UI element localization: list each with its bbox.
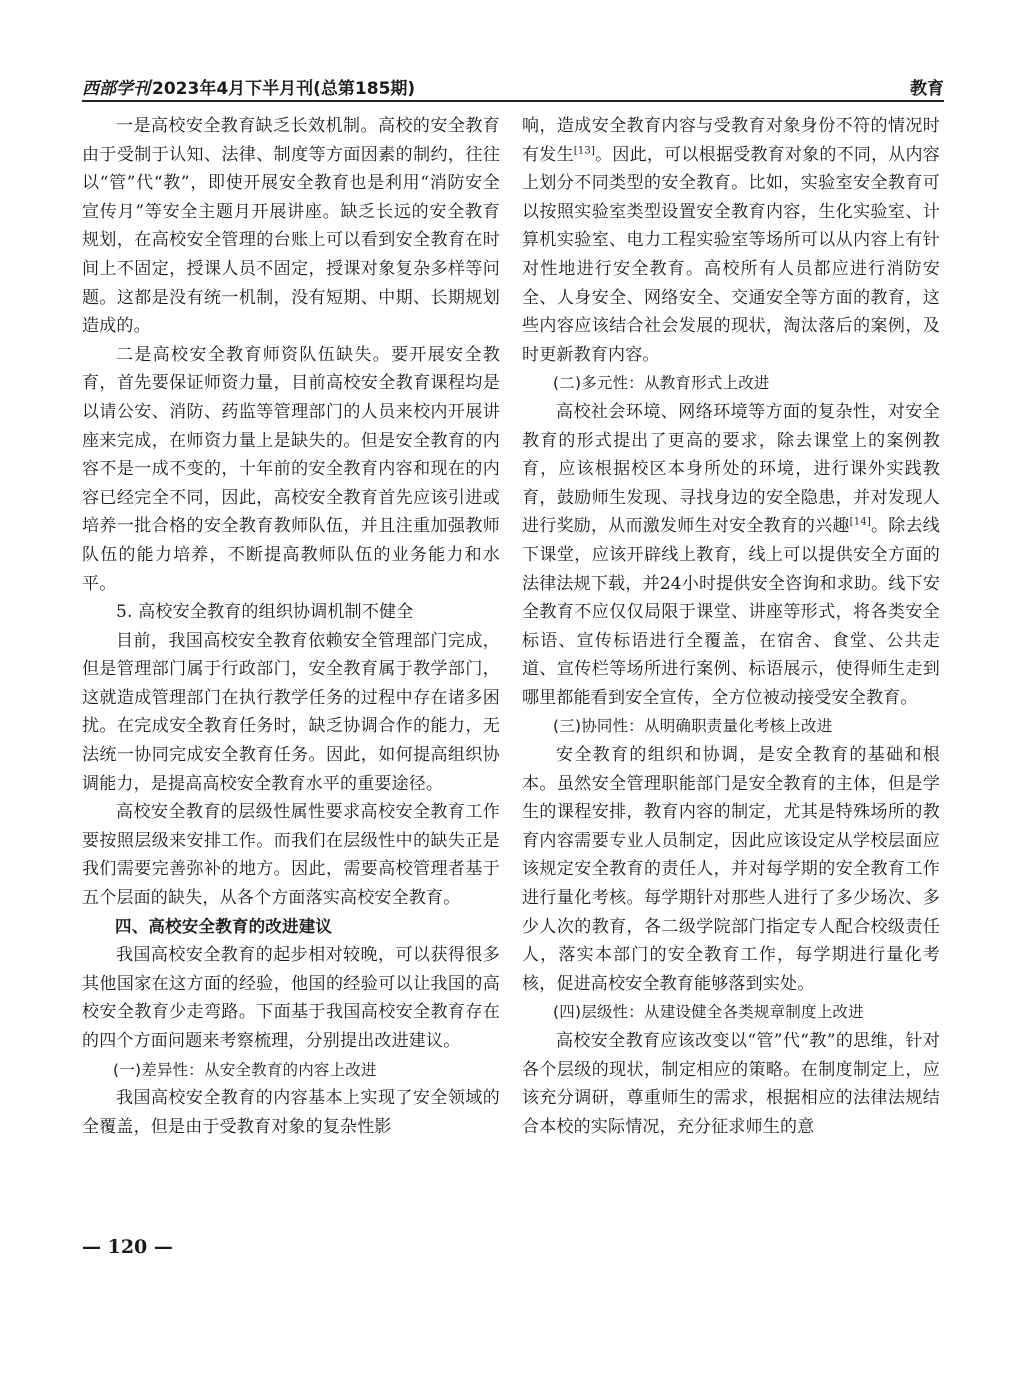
paragraph: 一是高校安全教育缺乏长效机制。高校的安全教育由于受制于认知、法律、制度等方面因素的制约，往往以“管”代“教”，即使开展安全教育也是利用“消防安全宣传月”等安全主题月开展讲座。缺乏长远的安全教育规划，在高校安全管理的台账上可以看到安全教育在时间上不固定，授课人员不固定，授课对象复杂多样等问题。这都是没有统一机制，没有短期、中期、长期规划造成的。 <box>82 116 500 337</box>
section-heading: 四、高校安全教育的改进建议 <box>115 916 333 936</box>
citation-ref: [13] <box>573 144 596 156</box>
citation-ref: [14] <box>849 516 871 528</box>
paragraph-text: 响，造成安全教育内容与受教育对象身份不符的情况时有发生 <box>522 116 940 165</box>
paragraph <box>522 398 940 713</box>
header-rule <box>82 100 944 102</box>
paragraph <box>522 112 940 369</box>
paragraph: 高校安全教育应该改变以“管”代“教”的思维，针对各个层级的现状，制定相应的策略。在制度制定上，应该充分调研，尊重师生的需求，根据相应的法律法规结合本校的实际情况，充分征求师生的意 <box>522 1031 940 1137</box>
paragraph: 安全教育的组织和协调，是安全教育的基础和根本。虽然安全管理职能部门是安全教育的主体，但是学生的课程安排，教育内容的制定，尤其是特殊场所的教育内容需要专业人员制定，因此应该设定从学校层面应该规定安全教育的责任人，并对每学期的安全教育工作进行量化考核。每学期针对那些人进行了多少场次、多少人次的教育，各二级学院部门指定专人配合校级责任人，落实本部门的安全教育工作，每学期进行量化考核，促进高校安全教育能够落到实处。 <box>522 745 940 994</box>
paragraph: 我国高校安全教育的内容基本上实现了安全领域的全覆盖，但是由于受教育对象的复杂性影 <box>82 1088 500 1137</box>
left-column <box>82 112 500 1141</box>
page-number: — 120 — <box>82 1236 173 1258</box>
paragraph: 二是高校安全教育师资队伍缺失。要开展安全教育，首先要保证师资力量，目前高校安全教育课程均是以请公安、消防、药监等管理部门的人员来校内开展讲座来完成，在师资力量上是缺失的。但是安全教育的内容不是一成不变的，十年前的安全教育内容和现在的内容已经完全不同，因此，高校安全教育首先应该引进或培养一批合格的安全教育教师队伍，并且注重加强教师队伍的能力培养，不断提高教师队伍的业务能力和水平。 <box>82 344 500 594</box>
journal-issue-line <box>82 74 415 99</box>
issue-info: 2023年4月下半月刊(总第185期) <box>152 79 416 99</box>
section-label: 教育 <box>910 79 944 99</box>
paragraph: 我国高校安全教育的起步相对较晚，可以获得很多其他国家在这方面的经验，他国的经验可以让我国的高校安全教育少走弯路。下面基于我国高校安全教育存在的四个方面问题来考察梳理，分别提出改进建议。 <box>82 945 500 1051</box>
subsection-heading: (四)层级性：从建设健全各类规章制度上改进 <box>553 1003 864 1022</box>
running-header <box>82 72 944 100</box>
paragraph-text: 高校社会环境、网络环境等方面的复杂性，对安全教育的形式提出了更高的要求，除去课堂上的案例教育，应该根据校区本身所处的环境，进行课外实践教育，鼓励师生发现、寻找身边的安全隐患，并对发现人进行奖励，从而激发师生对安全教育的兴趣 <box>522 401 940 537</box>
journal-logo: 西部学刊 <box>82 79 150 99</box>
paragraph-text: 。除去线下课堂，应该开辟线上教育，线上可以提供安全方面的法律法规下载，并24小时提供安全咨询和求助。线下安全教育不应仅仅局限于课堂、讲座等形式，将各类安全标语、宣传标语进行全覆盖，在宿舍、食堂、公共走道、宣传栏等场所进行案例、标语展示，使得师生走到哪里都能看到安全宣传，全方位被动接受安全教育。 <box>522 516 940 708</box>
paragraph: 目前，我国高校安全教育依赖安全管理部门完成，但是管理部门属于行政部门，安全教育属于教学部门，这就造成管理部门在执行教学任务的过程中存在诸多困扰。在完成安全教育任务时，缺乏协调合作的能力，无法统一协同完成安全教育任务。因此，如何提高组织协调能力，是提高高校安全教育水平的重要途径。 <box>82 630 500 794</box>
subsection-heading: (三)协同性：从明确职责量化考核上改进 <box>553 717 833 736</box>
subsection-heading: (一)差异性：从安全教育的内容上改进 <box>113 1060 377 1079</box>
paragraph-text: 。因此，可以根据受教育对象的不同，从内容上划分不同类型的安全教育。比如，实验室安全教育可以按照实验室类型设置安全教育内容，生化实验室、计算机实验室、电力工程实验室等场所可以从内容上有针对性地进行安全教育。高校所有人员都应进行消防安全、人身安全、网络安全、交通安全等方面的教育，这些内容应该结合社会发展的现状，淘汰落后的案例，及时更新教育内容。 <box>522 144 941 365</box>
subsection-heading: 5. 高校安全教育的组织协调机制不健全 <box>116 602 414 623</box>
right-column <box>522 112 940 1141</box>
paragraph: 高校安全教育的层级性属性要求高校安全教育工作要按照层级来安排工作。而我们在层级性中的缺失正是我们需要完善弥补的地方。因此，需要高校管理者基于五个层面的缺失，从各个方面落实高校安全教育。 <box>82 802 500 909</box>
subsection-heading: (二)多元性：从教育形式上改进 <box>553 374 770 393</box>
